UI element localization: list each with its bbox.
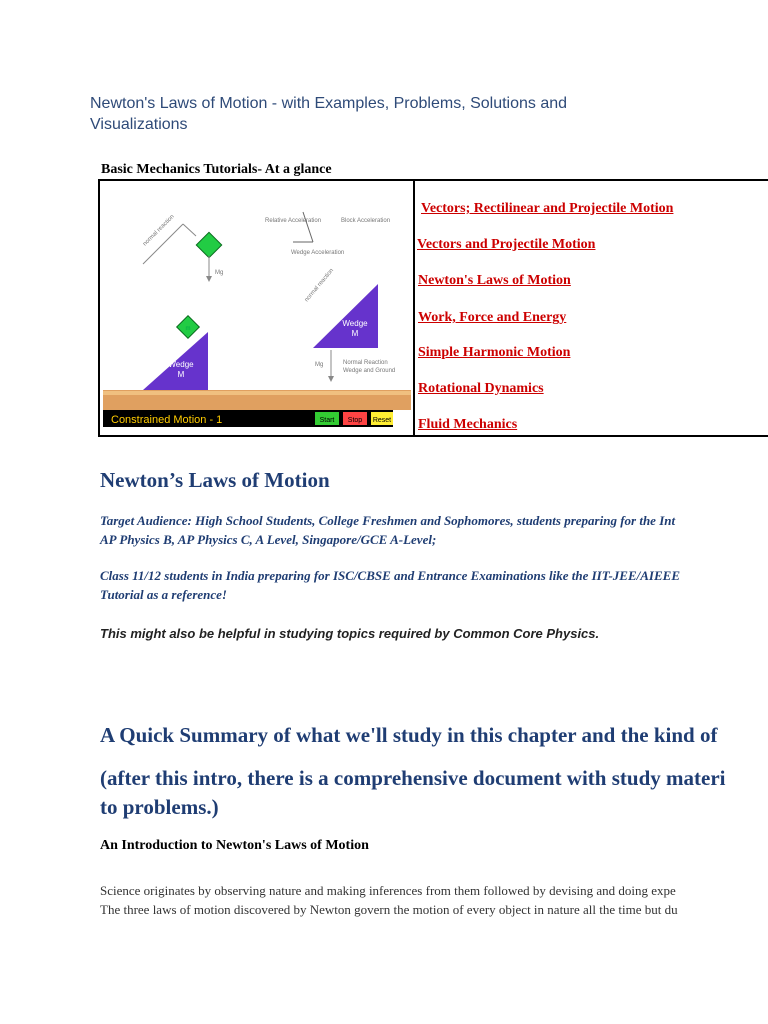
svg-text:Wedge: Wedge [168, 360, 194, 369]
link-vectors-rectilinear-projectile[interactable]: Vectors; Rectilinear and Projectile Motion [421, 201, 674, 216]
svg-text:normal reaction: normal reaction [142, 213, 176, 248]
glance-table [98, 179, 768, 437]
link-vectors-projectile[interactable]: Vectors and Projectile Motion [417, 237, 596, 252]
target-audience-paragraph [100, 511, 768, 549]
svg-text:Wedge Acceleration: Wedge Acceleration [291, 250, 345, 256]
svg-text:Wedge: Wedge [342, 319, 368, 328]
svg-text:m: m [185, 326, 191, 332]
svg-text:Mg: Mg [315, 362, 324, 368]
intro-line-1: Science originates by observing nature and making inferences from them followed by devising and doing expe [100, 883, 676, 898]
intro-heading: An Introduction to Newton's Laws of Motion [100, 838, 369, 853]
svg-text:M: M [351, 329, 359, 338]
audience-line-2: AP Physics B, AP Physics C, A Level, Singapore/GCE A-Level; [100, 532, 437, 547]
left-wedge [143, 316, 208, 390]
svg-text:Block Acceleration: Block Acceleration [341, 218, 391, 224]
summary-sub-line-2: to problems.) [100, 795, 219, 819]
summary-heading: A Quick Summary of what we'll study in this chapter and the kind of [100, 723, 718, 747]
class-paragraph [100, 566, 768, 604]
class-line-1: Class 11/12 students in India preparing for ISC/CBSE and Entrance Examinations like the IIT-JEE/AIEEE [100, 568, 680, 583]
summary-subheading [100, 764, 768, 822]
svg-text:Start: Start [319, 417, 335, 424]
simulation-caption: Constrained Motion - 1 [111, 414, 223, 426]
link-simple-harmonic-motion[interactable]: Simple Harmonic Motion [418, 345, 571, 360]
link-newtons-laws[interactable]: Newton's Laws of Motion [418, 273, 571, 288]
svg-text:M: M [177, 370, 185, 379]
audience-line-1: Target Audience: High School Students, College Freshmen and Sophomores, students preparing for the Int [100, 513, 676, 528]
hanging-block-diagram [142, 214, 223, 282]
section-title: Newton’s Laws of Motion [100, 468, 330, 492]
constrained-motion-simulation [103, 184, 411, 432]
common-core-note: This might also be helpful in studying topics required by Common Core Physics. [100, 626, 600, 641]
ground-highlight [103, 391, 411, 395]
link-fluid-mechanics[interactable]: Fluid Mechanics [418, 417, 518, 432]
svg-text:Relative Acceleration: Relative Acceleration [265, 218, 322, 224]
stop-button[interactable] [343, 412, 367, 425]
svg-text:Mg: Mg [215, 270, 224, 276]
page-title: Newton's Laws of Motion - with Examples, Problems, Solutions and Visualizations [90, 95, 568, 133]
class-line-2: Tutorial as a reference! [100, 587, 227, 602]
intro-line-2: The three laws of motion discovered by Newton govern the motion of every object in nature all the time but du [100, 902, 678, 917]
glance-heading: Basic Mechanics Tutorials- At a glance [101, 162, 332, 177]
link-rotational-dynamics[interactable]: Rotational Dynamics [418, 381, 544, 396]
acceleration-diagram [265, 212, 390, 256]
svg-text:Stop: Stop [347, 417, 363, 424]
svg-text:Normal Reaction: Normal Reaction [343, 360, 388, 366]
simulation-panel [103, 184, 411, 432]
reset-button[interactable] [371, 412, 393, 425]
summary-sub-line-1: (after this intro, there is a comprehensive document with study materi [100, 766, 726, 790]
intro-paragraph [100, 881, 768, 919]
table-divider [413, 181, 415, 435]
svg-text:Reset: Reset [372, 417, 392, 424]
svg-text:Wedge and Ground: Wedge and Ground [343, 368, 396, 374]
link-work-force-energy[interactable]: Work, Force and Energy [418, 310, 567, 325]
svg-text:normal reaction: normal reaction [303, 267, 336, 304]
start-button[interactable] [315, 412, 339, 425]
right-wedge [304, 268, 395, 382]
